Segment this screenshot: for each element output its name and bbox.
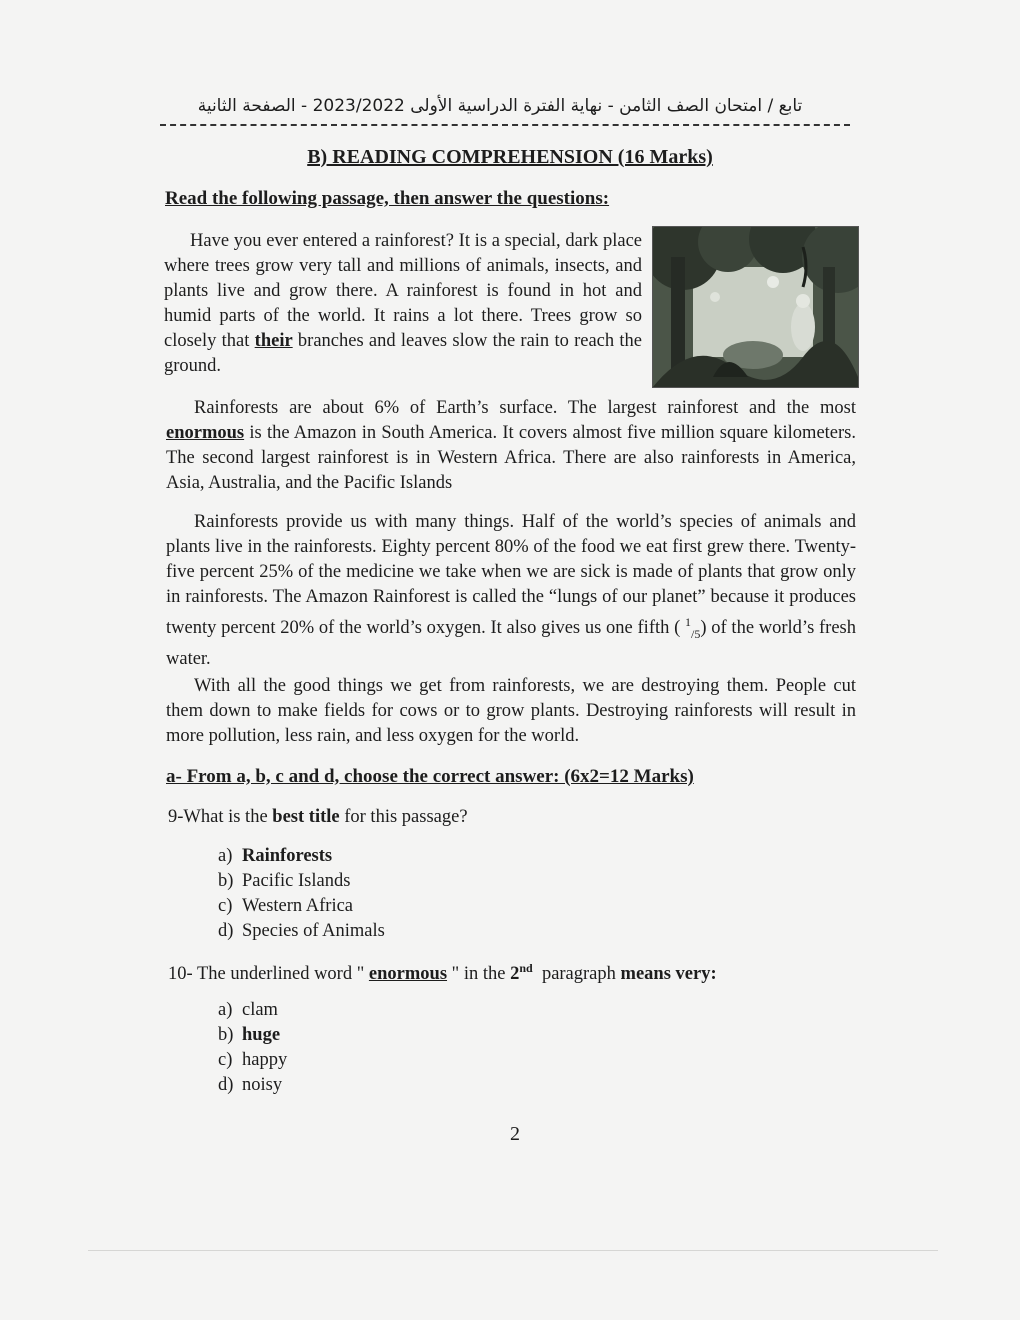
question-10: 10- The underlined word " enormous " in the 2nd paragraph means very:	[168, 961, 717, 985]
option-a: a) clam	[218, 1000, 278, 1020]
option-c: c) Western Africa	[218, 896, 353, 916]
underlined-their: their	[254, 331, 293, 351]
header-divider	[160, 124, 850, 126]
option-a: a) Rainforests	[218, 846, 333, 866]
question-9-options	[218, 844, 385, 944]
rainforest-illustration	[652, 226, 859, 388]
part-a-title: a- From a, b, c and d, choose the correct answer: (6x2=12 Marks)	[166, 766, 694, 787]
option-b: b) huge	[218, 1025, 281, 1045]
scan-edge	[88, 1250, 938, 1251]
section-title: B) READING COMPREHENSION (16 Marks)	[307, 146, 713, 168]
page-number: 2	[510, 1123, 520, 1145]
passage-paragraph-2: Rainforests are about 6% of Earth’s surface. The largest rainforest and the most enormous is the Amazon in South America. It covers almost five million square kilometers. The second largest rainforest is in Western Africa. There are also rainforests in America, Asia, Australia, and the Pacific Islands	[166, 398, 856, 493]
question-10-options	[218, 998, 287, 1098]
passage-paragraph-1: Have you ever entered a rainforest? It is a special, dark place where trees grow very tall and millions of animals, insects, and plants live and grow there. A rainforest is found in hot and humid parts of the world. It rains a lot there. Trees grow so closely that their branches and leaves slow the rain to reach the ground.	[164, 231, 642, 376]
option-b: b) Pacific Islands	[218, 871, 351, 891]
question-9: 9-What is the best title for this passage?	[168, 807, 468, 827]
exam-header: تابع / امتحان الصف الثامن - نهاية الفترة الدراسية الأولى 2023/2022 - الصفحة الثانية	[197, 96, 803, 116]
passage-instruction: Read the following passage, then answer the questions:	[165, 188, 610, 209]
passage-paragraph-3: Rainforests provide us with many things. Half of the world’s species of animals and plants live in the rainforests. Eighty percent 80% of the food we eat first grew there. Twenty-five percent 25% of the medicine we take when we are sick is made of plants that grow only in rainforests. The Amazon Rainforest is called the “lungs of our planet” because it produces twenty percent 20% of the world’s oxygen. It also gives us one fifth ( $^1_{/5}$) of the world’s fresh water.	[166, 512, 856, 669]
option-c: c) happy	[218, 1050, 288, 1070]
option-d: d) Species of Animals	[218, 921, 385, 941]
passage-paragraph-4: With all the good things we get from rainforests, we are destroying them. People cut them down to make fields for cows or to grow plants. Destroying rainforests will result in more pollution, less rain, and less oxygen for the world.	[166, 676, 856, 746]
underlined-enormous: enormous	[166, 423, 245, 443]
option-d: d) noisy	[218, 1075, 283, 1095]
